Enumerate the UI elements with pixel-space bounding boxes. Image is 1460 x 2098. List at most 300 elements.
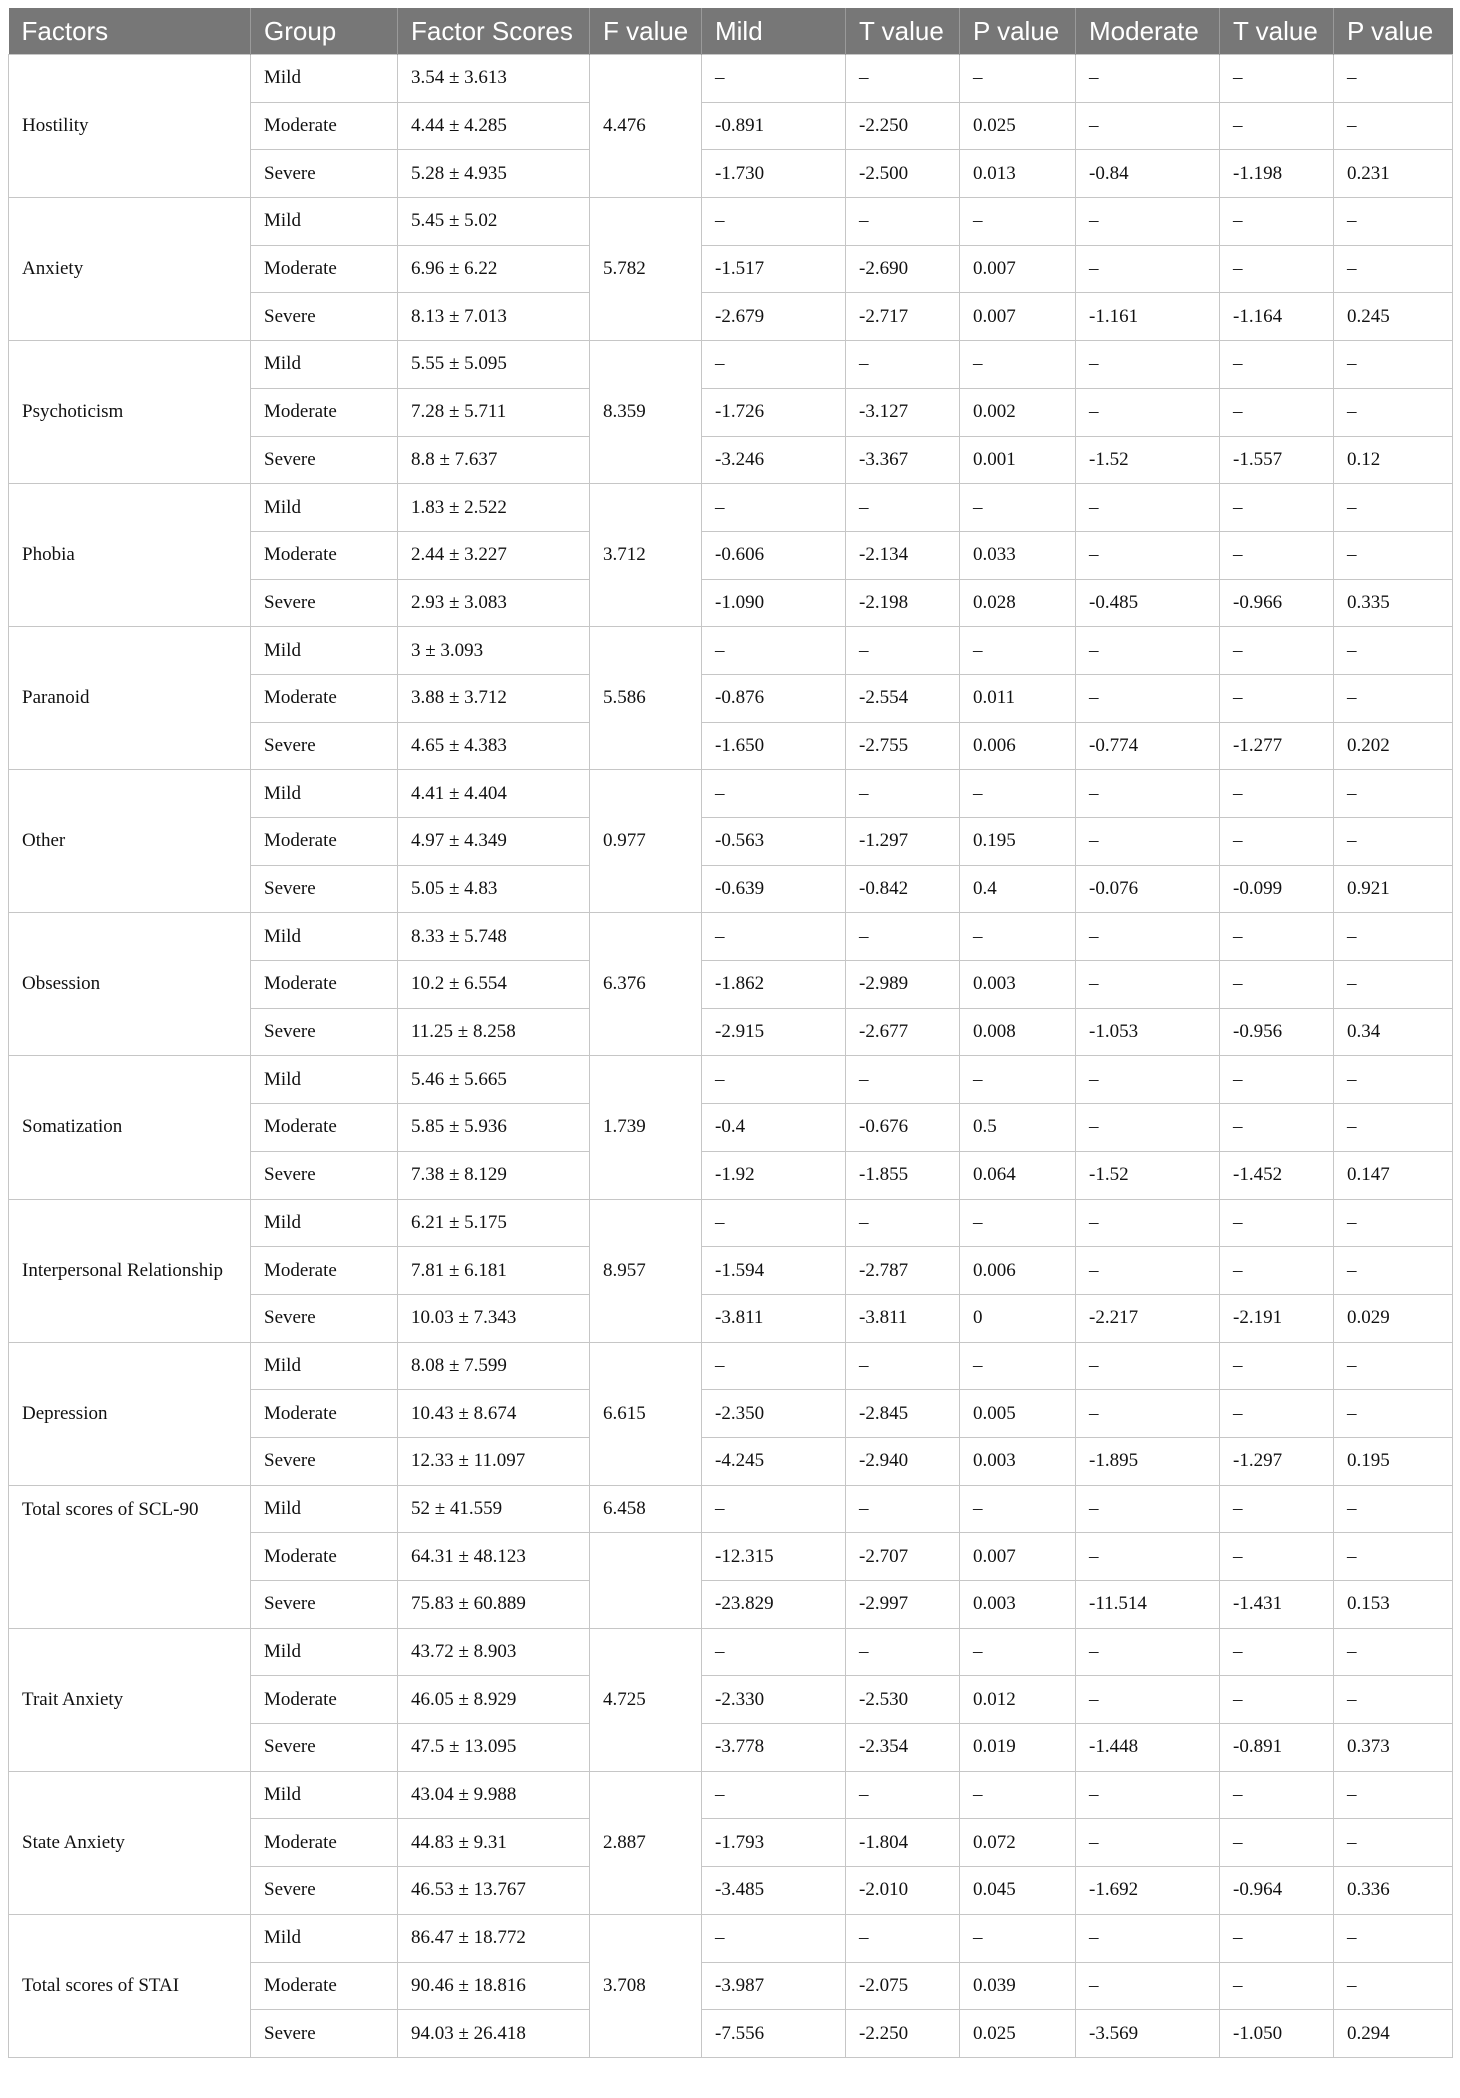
p-value-moderate-cell: 0.245 <box>1334 293 1453 341</box>
t-value-mild-cell: -2.845 <box>846 1390 960 1438</box>
factor-score-cell: 44.83 ± 9.31 <box>398 1819 590 1867</box>
p-value-mild-cell: 0.005 <box>960 1390 1076 1438</box>
t-value-mild-cell: -2.250 <box>846 102 960 150</box>
t-value-moderate-cell: – <box>1220 1533 1334 1581</box>
p-value-moderate-cell: – <box>1334 1104 1453 1152</box>
factor-score-cell: 8.13 ± 7.013 <box>398 293 590 341</box>
table-row <box>9 913 1453 961</box>
moderate-diff-cell: – <box>1076 341 1220 389</box>
moderate-diff-cell: – <box>1076 484 1220 532</box>
mild-diff-cell: -1.650 <box>702 722 846 770</box>
mild-diff-cell: – <box>702 1056 846 1104</box>
t-value-moderate-cell: -1.050 <box>1220 2010 1334 2058</box>
factor-score-cell: 94.03 ± 26.418 <box>398 2010 590 2058</box>
factor-score-cell: 10.03 ± 7.343 <box>398 1294 590 1342</box>
t-value-mild-cell: – <box>846 341 960 389</box>
mild-diff-cell: – <box>702 627 846 675</box>
factor-score-cell: 10.43 ± 8.674 <box>398 1390 590 1438</box>
factor-score-cell: 64.31 ± 48.123 <box>398 1533 590 1581</box>
t-value-moderate-cell: – <box>1220 627 1334 675</box>
group-cell: Severe <box>251 1151 398 1199</box>
results-table <box>8 8 1453 2058</box>
group-cell: Moderate <box>251 818 398 866</box>
factor-name-cell: Total scores of SCL-90 <box>9 1485 251 1628</box>
mild-diff-cell: -2.330 <box>702 1676 846 1724</box>
p-value-moderate-cell: 0.294 <box>1334 2010 1453 2058</box>
moderate-diff-cell: – <box>1076 1962 1220 2010</box>
group-cell: Moderate <box>251 245 398 293</box>
p-value-mild-cell: – <box>960 627 1076 675</box>
mild-diff-cell: – <box>702 1771 846 1819</box>
f-value-cell: 5.782 <box>590 198 702 341</box>
t-value-mild-cell: – <box>846 1199 960 1247</box>
table-row <box>9 1056 1453 1104</box>
p-value-moderate-cell: – <box>1334 1533 1453 1581</box>
p-value-mild-cell: 0.006 <box>960 1247 1076 1295</box>
p-value-mild-cell: 0.003 <box>960 1581 1076 1629</box>
mild-diff-cell: -1.090 <box>702 579 846 627</box>
t-value-moderate-cell: – <box>1220 1342 1334 1390</box>
table-row <box>9 1342 1453 1390</box>
p-value-moderate-cell: 0.373 <box>1334 1724 1453 1772</box>
p-value-moderate-cell: 0.336 <box>1334 1867 1453 1915</box>
moderate-diff-cell: -11.514 <box>1076 1581 1220 1629</box>
mild-diff-cell: -3.987 <box>702 1962 846 2010</box>
p-value-mild-cell: – <box>960 341 1076 389</box>
t-value-moderate-cell: – <box>1220 388 1334 436</box>
t-value-moderate-cell: – <box>1220 484 1334 532</box>
mild-diff-cell: -1.594 <box>702 1247 846 1295</box>
moderate-diff-cell: -1.52 <box>1076 436 1220 484</box>
p-value-mild-cell: 0.003 <box>960 1437 1076 1485</box>
p-value-mild-cell: 0.007 <box>960 1533 1076 1581</box>
header-factor-scores: Factor Scores <box>398 8 590 55</box>
factor-name-cell: Depression <box>9 1342 251 1485</box>
factor-score-cell: 10.2 ± 6.554 <box>398 961 590 1009</box>
group-cell: Moderate <box>251 961 398 1009</box>
factor-name-cell: Obsession <box>9 913 251 1056</box>
mild-diff-cell: – <box>702 1914 846 1962</box>
factor-score-cell: 5.46 ± 5.665 <box>398 1056 590 1104</box>
p-value-mild-cell: 0.007 <box>960 293 1076 341</box>
t-value-mild-cell: – <box>846 913 960 961</box>
mild-diff-cell: -3.778 <box>702 1724 846 1772</box>
group-cell: Moderate <box>251 1819 398 1867</box>
p-value-moderate-cell: – <box>1334 198 1453 246</box>
t-value-mild-cell: – <box>846 627 960 675</box>
t-value-mild-cell: – <box>846 1628 960 1676</box>
p-value-moderate-cell: – <box>1334 1199 1453 1247</box>
f-value-cell: 0.977 <box>590 770 702 913</box>
p-value-mild-cell: – <box>960 484 1076 532</box>
p-value-mild-cell: 0.025 <box>960 102 1076 150</box>
mild-diff-cell: – <box>702 1485 846 1533</box>
mild-diff-cell: – <box>702 770 846 818</box>
p-value-mild-cell: – <box>960 1628 1076 1676</box>
group-cell: Mild <box>251 1914 398 1962</box>
group-cell: Mild <box>251 1485 398 1533</box>
moderate-diff-cell: -0.485 <box>1076 579 1220 627</box>
p-value-mild-cell: 0.4 <box>960 865 1076 913</box>
moderate-diff-cell: -0.076 <box>1076 865 1220 913</box>
group-cell: Moderate <box>251 1533 398 1581</box>
factor-score-cell: 52 ± 41.559 <box>398 1485 590 1533</box>
p-value-mild-cell: 0.045 <box>960 1867 1076 1915</box>
group-cell: Severe <box>251 579 398 627</box>
group-cell: Mild <box>251 770 398 818</box>
group-cell: Mild <box>251 1342 398 1390</box>
moderate-diff-cell: – <box>1076 818 1220 866</box>
t-value-mild-cell: -2.530 <box>846 1676 960 1724</box>
t-value-moderate-cell: -1.431 <box>1220 1581 1334 1629</box>
group-cell: Mild <box>251 1056 398 1104</box>
t-value-moderate-cell: – <box>1220 198 1334 246</box>
p-value-moderate-cell: – <box>1334 818 1453 866</box>
mild-diff-cell: -0.639 <box>702 865 846 913</box>
t-value-mild-cell: -2.354 <box>846 1724 960 1772</box>
p-value-mild-cell: 0.012 <box>960 1676 1076 1724</box>
group-cell: Moderate <box>251 1104 398 1152</box>
group-cell: Mild <box>251 341 398 389</box>
p-value-mild-cell: – <box>960 1914 1076 1962</box>
group-cell: Moderate <box>251 531 398 579</box>
p-value-moderate-cell: 0.335 <box>1334 579 1453 627</box>
p-value-mild-cell: 0.001 <box>960 436 1076 484</box>
t-value-moderate-cell: – <box>1220 1819 1334 1867</box>
group-cell: Severe <box>251 722 398 770</box>
p-value-moderate-cell: – <box>1334 531 1453 579</box>
factor-name-cell: Anxiety <box>9 198 251 341</box>
moderate-diff-cell: – <box>1076 531 1220 579</box>
p-value-mild-cell: – <box>960 770 1076 818</box>
factor-score-cell: 4.44 ± 4.285 <box>398 102 590 150</box>
factor-score-cell: 8.33 ± 5.748 <box>398 913 590 961</box>
p-value-moderate-cell: – <box>1334 1771 1453 1819</box>
mild-diff-cell: -3.246 <box>702 436 846 484</box>
f-value-cell: 6.615 <box>590 1342 702 1485</box>
p-value-moderate-cell: 0.231 <box>1334 150 1453 198</box>
t-value-mild-cell: -2.075 <box>846 1962 960 2010</box>
header-t-value-mild: T value <box>846 8 960 55</box>
f-value-cell: 5.586 <box>590 627 702 770</box>
factor-score-cell: 75.83 ± 60.889 <box>398 1581 590 1629</box>
t-value-moderate-cell: -0.956 <box>1220 1008 1334 1056</box>
moderate-diff-cell: -1.161 <box>1076 293 1220 341</box>
t-value-moderate-cell: – <box>1220 1247 1334 1295</box>
p-value-moderate-cell: – <box>1334 1962 1453 2010</box>
moderate-diff-cell: -3.569 <box>1076 2010 1220 2058</box>
t-value-moderate-cell: – <box>1220 818 1334 866</box>
factor-score-cell: 7.38 ± 8.129 <box>398 1151 590 1199</box>
p-value-moderate-cell: 0.34 <box>1334 1008 1453 1056</box>
p-value-mild-cell: 0.072 <box>960 1819 1076 1867</box>
factor-score-cell: 8.8 ± 7.637 <box>398 436 590 484</box>
t-value-moderate-cell: -1.557 <box>1220 436 1334 484</box>
mild-diff-cell: – <box>702 55 846 103</box>
moderate-diff-cell: – <box>1076 1819 1220 1867</box>
header-f-value: F value <box>590 8 702 55</box>
t-value-mild-cell: -1.297 <box>846 818 960 866</box>
group-cell: Mild <box>251 627 398 675</box>
factor-score-cell: 11.25 ± 8.258 <box>398 1008 590 1056</box>
group-cell: Mild <box>251 913 398 961</box>
p-value-mild-cell: 0.006 <box>960 722 1076 770</box>
t-value-mild-cell: -2.250 <box>846 2010 960 2058</box>
p-value-mild-cell: 0.195 <box>960 818 1076 866</box>
factor-score-cell: 43.72 ± 8.903 <box>398 1628 590 1676</box>
p-value-moderate-cell: – <box>1334 1628 1453 1676</box>
mild-diff-cell: -4.245 <box>702 1437 846 1485</box>
header-factors: Factors <box>9 8 251 55</box>
t-value-moderate-cell: – <box>1220 770 1334 818</box>
t-value-moderate-cell: -1.297 <box>1220 1437 1334 1485</box>
moderate-diff-cell: -0.84 <box>1076 150 1220 198</box>
table-row <box>9 1628 1453 1676</box>
p-value-moderate-cell: – <box>1334 1342 1453 1390</box>
moderate-diff-cell: – <box>1076 1676 1220 1724</box>
factor-name-cell: Other <box>9 770 251 913</box>
group-cell: Moderate <box>251 102 398 150</box>
group-cell: Moderate <box>251 674 398 722</box>
table-row <box>9 627 1453 675</box>
f-value-cell: 6.376 <box>590 913 702 1056</box>
header-row <box>9 8 1453 55</box>
p-value-moderate-cell: 0.195 <box>1334 1437 1453 1485</box>
moderate-diff-cell: -1.895 <box>1076 1437 1220 1485</box>
t-value-moderate-cell: – <box>1220 1104 1334 1152</box>
t-value-moderate-cell: -0.964 <box>1220 1867 1334 1915</box>
t-value-moderate-cell: – <box>1220 913 1334 961</box>
factor-score-cell: 3.88 ± 3.712 <box>398 674 590 722</box>
t-value-moderate-cell: – <box>1220 341 1334 389</box>
mild-diff-cell: -0.563 <box>702 818 846 866</box>
factor-name-cell: Psychoticism <box>9 341 251 484</box>
mild-diff-cell: -0.4 <box>702 1104 846 1152</box>
t-value-moderate-cell: -1.452 <box>1220 1151 1334 1199</box>
group-cell: Mild <box>251 484 398 532</box>
p-value-mild-cell: – <box>960 1485 1076 1533</box>
group-cell: Moderate <box>251 1390 398 1438</box>
factor-score-cell: 7.81 ± 6.181 <box>398 1247 590 1295</box>
mild-diff-cell: -1.517 <box>702 245 846 293</box>
group-cell: Severe <box>251 2010 398 2058</box>
mild-diff-cell: – <box>702 341 846 389</box>
t-value-mild-cell: -2.690 <box>846 245 960 293</box>
factor-score-cell: 5.05 ± 4.83 <box>398 865 590 913</box>
group-cell: Moderate <box>251 1962 398 2010</box>
factor-name-cell: Hostility <box>9 55 251 198</box>
moderate-diff-cell: – <box>1076 1533 1220 1581</box>
moderate-diff-cell: – <box>1076 674 1220 722</box>
mild-diff-cell: -3.485 <box>702 1867 846 1915</box>
mild-diff-cell: -23.829 <box>702 1581 846 1629</box>
p-value-mild-cell: 0 <box>960 1294 1076 1342</box>
t-value-mild-cell: – <box>846 1342 960 1390</box>
mild-diff-cell: – <box>702 913 846 961</box>
t-value-moderate-cell: – <box>1220 1199 1334 1247</box>
p-value-mild-cell: – <box>960 198 1076 246</box>
group-cell: Moderate <box>251 1676 398 1724</box>
group-cell: Severe <box>251 1581 398 1629</box>
t-value-mild-cell: – <box>846 1771 960 1819</box>
moderate-diff-cell: – <box>1076 1390 1220 1438</box>
t-value-mild-cell: – <box>846 1056 960 1104</box>
group-cell: Severe <box>251 1437 398 1485</box>
p-value-mild-cell: 0.025 <box>960 2010 1076 2058</box>
factor-score-cell: 2.93 ± 3.083 <box>398 579 590 627</box>
moderate-diff-cell: -2.217 <box>1076 1294 1220 1342</box>
group-cell: Mild <box>251 1199 398 1247</box>
header-t-value-moderate: T value <box>1220 8 1334 55</box>
factor-name-cell: Interpersonal Relationship <box>9 1199 251 1342</box>
mild-diff-cell: -7.556 <box>702 2010 846 2058</box>
group-cell: Mild <box>251 198 398 246</box>
p-value-moderate-cell: 0.921 <box>1334 865 1453 913</box>
factor-name-cell: Somatization <box>9 1056 251 1199</box>
p-value-mild-cell: – <box>960 55 1076 103</box>
t-value-moderate-cell: – <box>1220 961 1334 1009</box>
moderate-diff-cell: – <box>1076 1771 1220 1819</box>
p-value-mild-cell: – <box>960 1056 1076 1104</box>
t-value-mild-cell: -1.804 <box>846 1819 960 1867</box>
moderate-diff-cell: – <box>1076 1628 1220 1676</box>
factor-score-cell: 43.04 ± 9.988 <box>398 1771 590 1819</box>
t-value-mild-cell: -2.134 <box>846 531 960 579</box>
header-p-value-moderate: P value <box>1334 8 1453 55</box>
factor-score-cell: 5.85 ± 5.936 <box>398 1104 590 1152</box>
moderate-diff-cell: – <box>1076 1056 1220 1104</box>
group-cell: Severe <box>251 1867 398 1915</box>
p-value-moderate-cell: – <box>1334 913 1453 961</box>
p-value-mild-cell: – <box>960 913 1076 961</box>
group-cell: Severe <box>251 1724 398 1772</box>
p-value-moderate-cell: – <box>1334 1056 1453 1104</box>
moderate-diff-cell: – <box>1076 245 1220 293</box>
mild-diff-cell: -0.891 <box>702 102 846 150</box>
group-cell: Moderate <box>251 1247 398 1295</box>
f-value-cell: 2.887 <box>590 1771 702 1914</box>
factor-score-cell: 86.47 ± 18.772 <box>398 1914 590 1962</box>
factor-score-cell: 46.53 ± 13.767 <box>398 1867 590 1915</box>
p-value-moderate-cell: – <box>1334 55 1453 103</box>
group-cell: Severe <box>251 1008 398 1056</box>
header-mild: Mild <box>702 8 846 55</box>
table-row <box>9 341 1453 389</box>
p-value-mild-cell: – <box>960 1771 1076 1819</box>
moderate-diff-cell: -1.448 <box>1076 1724 1220 1772</box>
t-value-moderate-cell: – <box>1220 1056 1334 1104</box>
moderate-diff-cell: – <box>1076 961 1220 1009</box>
t-value-mild-cell: -2.989 <box>846 961 960 1009</box>
mild-diff-cell: -12.315 <box>702 1533 846 1581</box>
moderate-diff-cell: – <box>1076 1485 1220 1533</box>
factor-score-cell: 5.55 ± 5.095 <box>398 341 590 389</box>
mild-diff-cell: – <box>702 1342 846 1390</box>
t-value-mild-cell: -2.010 <box>846 1867 960 1915</box>
table-row <box>9 1914 1453 1962</box>
moderate-diff-cell: – <box>1076 388 1220 436</box>
t-value-moderate-cell: -0.891 <box>1220 1724 1334 1772</box>
mild-diff-cell: – <box>702 198 846 246</box>
table-row <box>9 484 1453 532</box>
t-value-mild-cell: – <box>846 484 960 532</box>
header-moderate: Moderate <box>1076 8 1220 55</box>
t-value-moderate-cell: – <box>1220 1390 1334 1438</box>
t-value-mild-cell: – <box>846 1914 960 1962</box>
t-value-moderate-cell: – <box>1220 1676 1334 1724</box>
mild-diff-cell: – <box>702 484 846 532</box>
mild-diff-cell: -2.679 <box>702 293 846 341</box>
moderate-diff-cell: – <box>1076 913 1220 961</box>
t-value-moderate-cell: -1.164 <box>1220 293 1334 341</box>
p-value-mild-cell: 0.002 <box>960 388 1076 436</box>
t-value-mild-cell: -3.811 <box>846 1294 960 1342</box>
factor-score-cell: 47.5 ± 13.095 <box>398 1724 590 1772</box>
p-value-moderate-cell: – <box>1334 1914 1453 1962</box>
factor-score-cell: 6.21 ± 5.175 <box>398 1199 590 1247</box>
table-row <box>9 1485 1453 1533</box>
p-value-mild-cell: 0.5 <box>960 1104 1076 1152</box>
factor-score-cell: 46.05 ± 8.929 <box>398 1676 590 1724</box>
t-value-moderate-cell: -0.099 <box>1220 865 1334 913</box>
p-value-mild-cell: 0.003 <box>960 961 1076 1009</box>
t-value-moderate-cell: – <box>1220 1485 1334 1533</box>
t-value-mild-cell: -2.997 <box>846 1581 960 1629</box>
f-value-cell: 1.739 <box>590 1056 702 1199</box>
p-value-mild-cell: 0.028 <box>960 579 1076 627</box>
t-value-moderate-cell: – <box>1220 245 1334 293</box>
p-value-moderate-cell: – <box>1334 961 1453 1009</box>
group-cell: Moderate <box>251 388 398 436</box>
mild-diff-cell: -2.915 <box>702 1008 846 1056</box>
moderate-diff-cell: – <box>1076 1342 1220 1390</box>
p-value-mild-cell: 0.007 <box>960 245 1076 293</box>
moderate-diff-cell: – <box>1076 1247 1220 1295</box>
group-cell: Mild <box>251 1771 398 1819</box>
p-value-moderate-cell: – <box>1334 1676 1453 1724</box>
t-value-mild-cell: -2.787 <box>846 1247 960 1295</box>
group-cell: Severe <box>251 293 398 341</box>
header-group: Group <box>251 8 398 55</box>
f-value-cell: 8.359 <box>590 341 702 484</box>
factor-score-cell: 5.45 ± 5.02 <box>398 198 590 246</box>
t-value-mild-cell: -2.677 <box>846 1008 960 1056</box>
p-value-moderate-cell: 0.153 <box>1334 1581 1453 1629</box>
t-value-mild-cell: -0.676 <box>846 1104 960 1152</box>
p-value-mild-cell: 0.019 <box>960 1724 1076 1772</box>
mild-diff-cell: -1.92 <box>702 1151 846 1199</box>
factor-name-cell: Total scores of STAI <box>9 1914 251 2057</box>
f-value-empty-cell <box>590 1533 702 1628</box>
table-row <box>9 55 1453 103</box>
table-row <box>9 770 1453 818</box>
moderate-diff-cell: -0.774 <box>1076 722 1220 770</box>
t-value-moderate-cell: – <box>1220 674 1334 722</box>
group-cell: Severe <box>251 1294 398 1342</box>
factor-score-cell: 4.65 ± 4.383 <box>398 722 590 770</box>
p-value-moderate-cell: 0.147 <box>1334 1151 1453 1199</box>
factor-score-cell: 2.44 ± 3.227 <box>398 531 590 579</box>
t-value-mild-cell: – <box>846 55 960 103</box>
mild-diff-cell: -3.811 <box>702 1294 846 1342</box>
mild-diff-cell: -2.350 <box>702 1390 846 1438</box>
moderate-diff-cell: -1.692 <box>1076 1867 1220 1915</box>
p-value-moderate-cell: – <box>1334 245 1453 293</box>
t-value-mild-cell: -2.940 <box>846 1437 960 1485</box>
factor-score-cell: 6.96 ± 6.22 <box>398 245 590 293</box>
t-value-mild-cell: -2.717 <box>846 293 960 341</box>
t-value-moderate-cell: -1.277 <box>1220 722 1334 770</box>
